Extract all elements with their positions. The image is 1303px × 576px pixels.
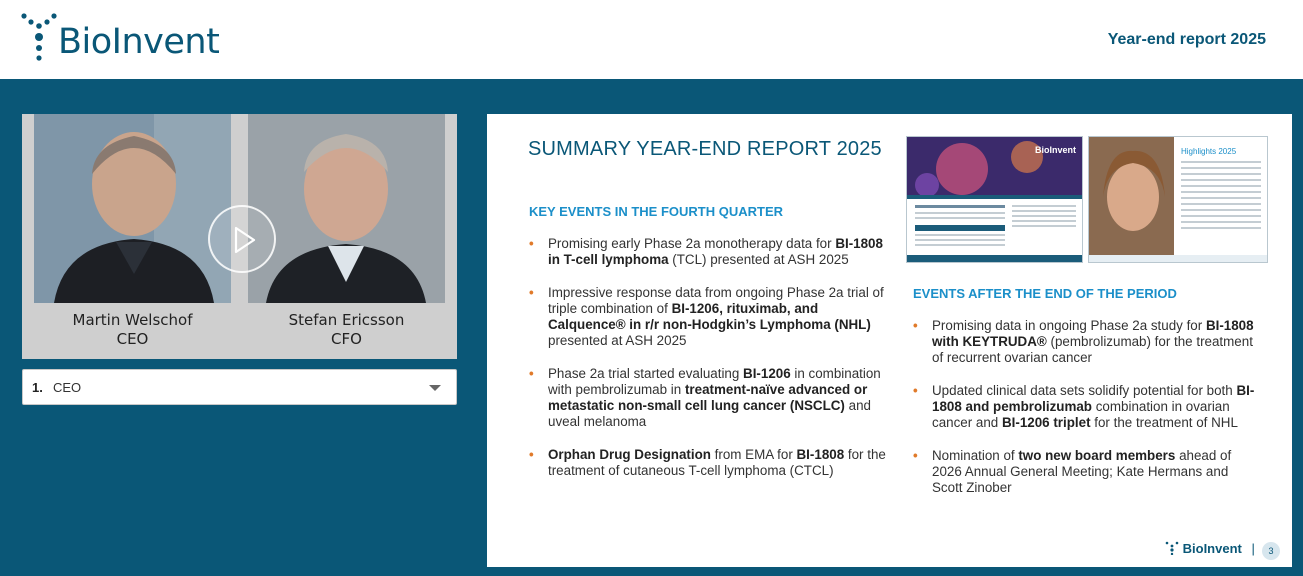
presenter-photo-cfo bbox=[248, 114, 445, 303]
highlights-thumbnail bbox=[1088, 136, 1268, 263]
footer-brand: BioInvent bbox=[1182, 541, 1242, 556]
presenter-name-ceo bbox=[34, 311, 231, 349]
video-player[interactable] bbox=[22, 114, 457, 359]
report-cover-thumbnail bbox=[906, 136, 1083, 263]
slide-title: SUMMARY YEAR-END REPORT 2025 bbox=[528, 138, 882, 160]
footer-divider: | bbox=[1251, 541, 1255, 556]
chapter-select[interactable] bbox=[22, 369, 457, 405]
logo-text: BioInvent bbox=[58, 22, 220, 62]
presenter-role: CEO bbox=[116, 330, 149, 348]
page-number: 3 bbox=[1262, 542, 1280, 560]
chevron-down-icon[interactable] bbox=[429, 385, 441, 391]
after-period-list bbox=[913, 318, 1258, 513]
key-events-list bbox=[529, 236, 889, 496]
presenter-role: CFO bbox=[331, 330, 362, 348]
play-icon bbox=[232, 225, 258, 255]
logo-mark-icon bbox=[20, 12, 60, 64]
list-item: • Updated clinical data sets solidify potential for both BI-1808 and pembrolizumab combination in ovarian cancer and BI-1206 triplet for the treatment of NHL bbox=[913, 383, 1258, 431]
presenter-photo-ceo bbox=[34, 114, 231, 303]
list-item: • Promising data in ongoing Phase 2a study for BI-1808 with KEYTRUDA® (pembrolizumab) for the treatment of recurrent ovarian cancer bbox=[913, 318, 1258, 366]
footer-logo bbox=[1165, 541, 1255, 556]
top-bar bbox=[0, 0, 1303, 79]
chapter-number: 1. bbox=[32, 380, 43, 395]
thumbnail-brand: BioInvent bbox=[1035, 145, 1077, 155]
presenter-name: Martin Welschof bbox=[72, 311, 193, 329]
logo-mark-icon bbox=[1165, 541, 1179, 555]
list-item: • Promising early Phase 2a monotherapy data for BI-1808 in T-cell lymphoma (TCL) presented at ASH 2025 bbox=[529, 236, 889, 268]
key-events-heading: KEY EVENTS IN THE FOURTH QUARTER bbox=[529, 204, 784, 219]
presentation-slide bbox=[487, 114, 1292, 567]
list-item: • Orphan Drug Designation from EMA for BI-1808 for the treatment of cutaneous T-cell lymphoma (CTCL) bbox=[529, 447, 889, 479]
list-item: • Phase 2a trial started evaluating BI-1206 in combination with pembrolizumab in treatment-naïve advanced or metastatic non-small cell lung cancer (NSCLC) and uveal melanoma bbox=[529, 366, 889, 430]
thumbnail-title: Highlights 2025 bbox=[1181, 147, 1237, 156]
presenter-name-cfo bbox=[248, 311, 445, 349]
after-period-heading: EVENTS AFTER THE END OF THE PERIOD bbox=[913, 286, 1177, 301]
presenter-name: Stefan Ericsson bbox=[288, 311, 405, 329]
list-item: • Nomination of two new board members ahead of 2026 Annual General Meeting; Kate Hermans and Scott Zinober bbox=[913, 448, 1258, 496]
report-title: Year-end report 2025 bbox=[1107, 31, 1266, 48]
bioinvent-logo[interactable] bbox=[20, 12, 230, 64]
list-item: • Impressive response data from ongoing Phase 2a trial of triple combination of BI-1206, rituximab, and Calquence® in r/r non-Hodgkin’s Lymphoma (NHL) presented at ASH 2025 bbox=[529, 285, 889, 349]
play-button[interactable] bbox=[208, 205, 276, 273]
chapter-label: CEO bbox=[53, 380, 82, 395]
